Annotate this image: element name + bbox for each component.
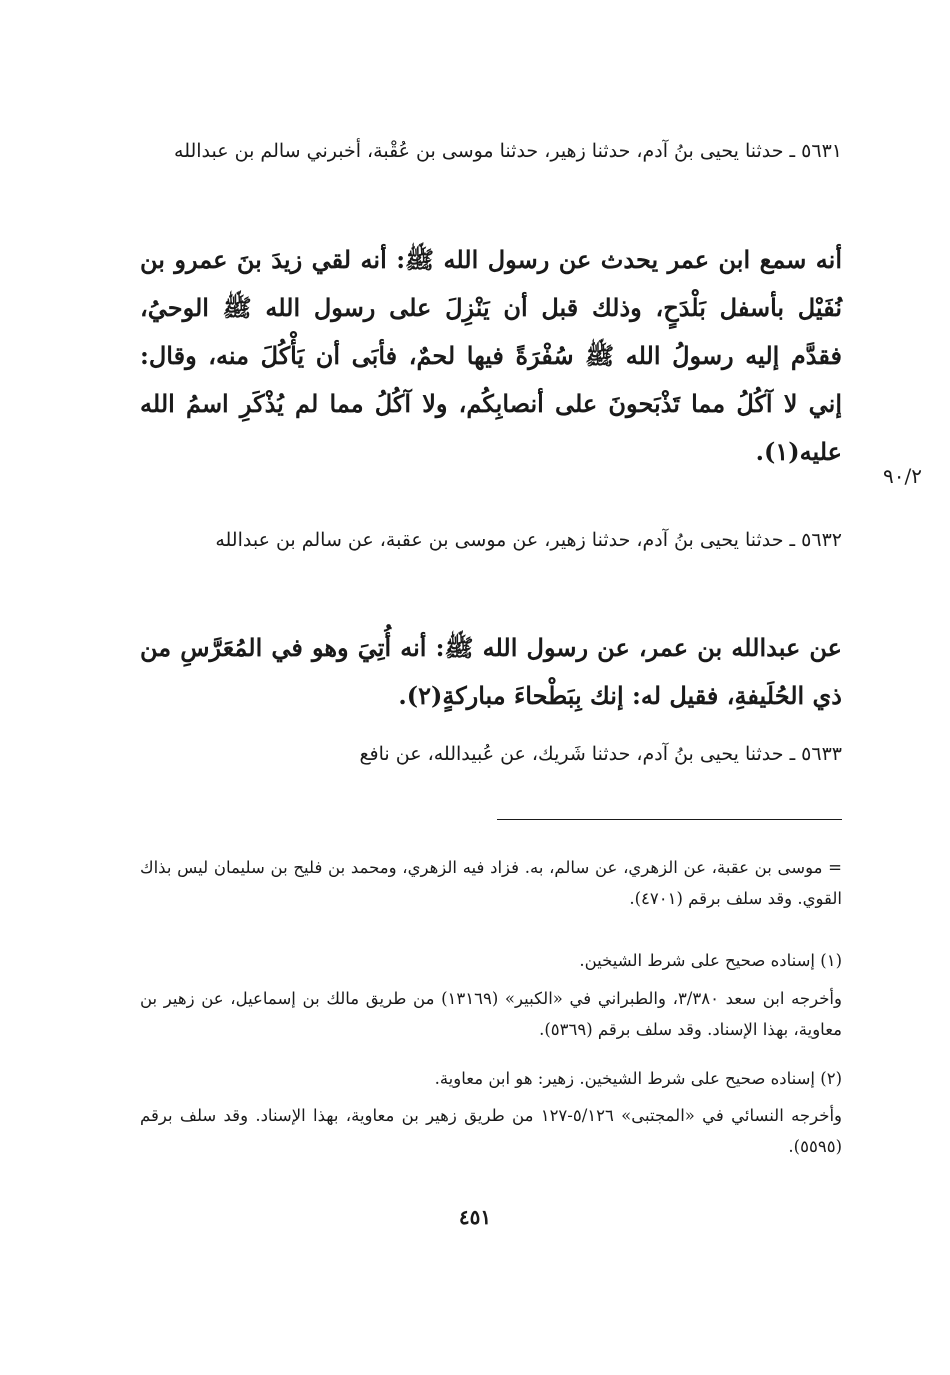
- footnote-2-details: وأخرجه النسائي في «المجتبى» ٥/١٢٦-١٢٧ من طريق زهير بن معاوية، بهذا الإسناد. وقد سلف برقم (٥٥٩٥).: [140, 1106, 842, 1156]
- hadith-5631-text: أنه سمع ابن عمر يحدث عن رسول الله ﷺ: أنه لقي زيدَ بنَ عمرو بن نُفَيْل بأسفل بَلْدَحٍ، وذلك قبل أن يَنْزِلَ على رسول الله ﷺ الوحيُ، فقدَّم إليه رسولُ الله ﷺ سُفْرَةً فيها لحمٌ، فأبَى أن يَأْكُلَ منه، وقال: إني لا آكُلُ مما تَذْبَحونَ على أنصابِكُم، ولا آكُلُ مما لم يُذْكَرِ اسمُ الله عليه(١).: [140, 245, 842, 466]
- hadith-5633-chain: ٥٦٣٣ ـ حدثنا يحيى بنُ آدم، حدثنا شَريك، عن عُبيدالله، عن نافع: [359, 743, 842, 765]
- page-number: ٤٥١: [458, 1205, 492, 1229]
- hadith-5632-text: عن عبدالله بن عمر، عن رسول الله ﷺ: أنه أُتِيَ وهو في المُعَرَّسِ من ذي الحُلَيفةِ، فقيل له: إنك بِبَطْحاءَ مباركةٍ(٢).: [140, 633, 842, 710]
- footnote-continuation: = موسى بن عقبة، عن الزهري، عن سالم، به. فزاد فيه الزهري، ومحمد بن فليح بن سليمان ليس بذاك القوي. وقد سلف برقم (٤٧٠١).: [140, 858, 842, 908]
- footnote-1-details: وأخرجه ابن سعد ٣/٣٨٠، والطبراني في «الكبير» (١٣١٦٩) من طريق مالك بن إسماعيل، عن زهير بن معاوية، بهذا الإسناد. وقد سلف برقم (٥٣٦٩).: [140, 989, 842, 1039]
- margin-reference: ٩٠/٢: [883, 464, 922, 488]
- footnote-2: (٢) إسناده صحيح على شرط الشيخين. زهير: هو ابن معاوية.: [434, 1069, 842, 1088]
- hadith-5632-chain: ٥٦٣٢ ـ حدثنا يحيى بنُ آدم، حدثنا زهير، عن موسى بن عقبة، عن سالم بن عبدالله: [215, 529, 842, 551]
- footnote-1: (١) إسناده صحيح على شرط الشيخين.: [579, 951, 842, 970]
- footnote-divider: [497, 819, 842, 820]
- hadith-5631-chain: ٥٦٣١ ـ حدثنا يحيى بنُ آدم، حدثنا زهير، حدثنا موسى بن عُقْبة، أخبرني سالم بن عبدالله: [174, 140, 842, 162]
